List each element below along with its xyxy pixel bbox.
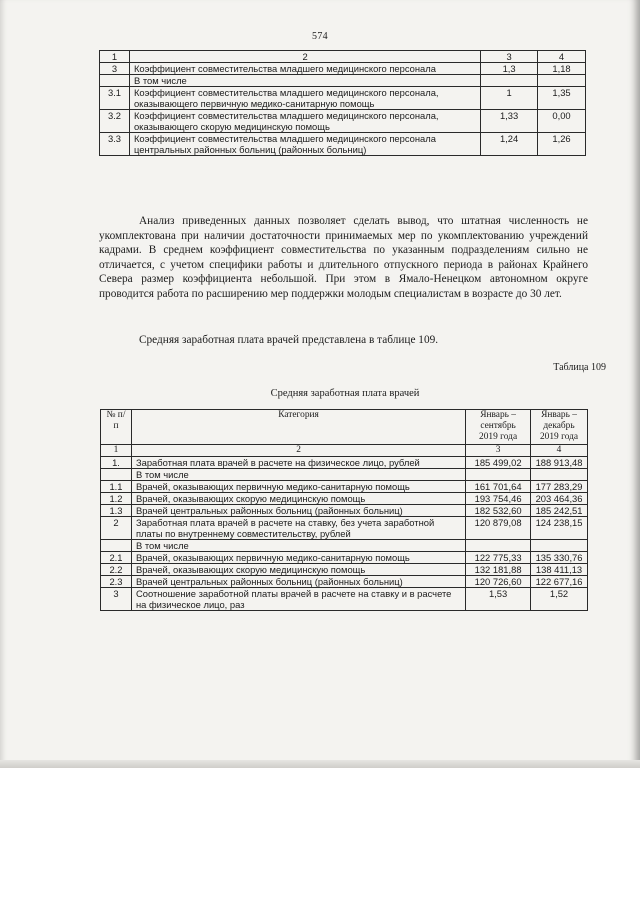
table-row [101, 564, 588, 576]
row-category-cell: Врачей центральных районных больниц (районных больниц) [131, 576, 465, 588]
column-number-cell: 3 [481, 51, 538, 63]
row-number-cell: 3 [101, 588, 132, 611]
row-value-cell: 161 701,64 [466, 481, 531, 493]
row-number-cell: 2.1 [101, 552, 132, 564]
table-row [101, 457, 588, 469]
row-value-cell: 120 879,08 [466, 517, 531, 540]
page-edge-shadow [0, 760, 640, 768]
table-row [100, 75, 586, 87]
coefficient-table [99, 50, 586, 156]
row-value-cell: 1,3 [481, 63, 538, 75]
table-header-row [101, 410, 588, 445]
column-number-cell: 1 [101, 445, 132, 457]
row-value-cell [466, 540, 531, 552]
row-category-cell: Соотношение заработной платы врачей в расчете на ставку и в расчете на физическое лицо, раз [131, 588, 465, 611]
row-number-cell: 3.3 [100, 133, 130, 156]
row-category-cell: Врачей, оказывающих первичную медико-санитарную помощь [131, 481, 465, 493]
column-number-cell: 4 [538, 51, 586, 63]
row-value-cell: 1,35 [538, 87, 586, 110]
row-category-cell: Врачей, оказывающих скорую медицинскую помощь [131, 493, 465, 505]
row-category-cell: Врачей, оказывающих первичную медико-санитарную помощь [131, 552, 465, 564]
row-category-cell: В том числе [129, 75, 480, 87]
table-row [100, 87, 586, 110]
row-number-cell: 3 [100, 63, 130, 75]
table-header-row [100, 51, 586, 63]
row-value-cell: 122 677,16 [531, 576, 588, 588]
table-label: Таблица 109 [553, 362, 606, 373]
row-number-cell [100, 75, 130, 87]
table-row [101, 469, 588, 481]
table-row [101, 505, 588, 517]
row-value-cell: 1,52 [531, 588, 588, 611]
row-value-cell [481, 75, 538, 87]
row-value-cell: 203 464,36 [531, 493, 588, 505]
row-category-cell: Коэффициент совместительства младшего медицинского персонала, оказывающего первичную медико-санитарную помощь [129, 87, 480, 110]
row-category-cell: Коэффициент совместительства младшего медицинского персонала центральных районных больниц (районных больниц) [129, 133, 480, 156]
row-value-cell: 135 330,76 [531, 552, 588, 564]
row-value-cell: 1,18 [538, 63, 586, 75]
header-category: Категория [131, 410, 465, 445]
column-number-cell: 4 [531, 445, 588, 457]
row-number-cell: 1.1 [101, 481, 132, 493]
table-row [101, 540, 588, 552]
table-row [100, 110, 586, 133]
row-value-cell: 1 [481, 87, 538, 110]
row-category-cell: Врачей, оказывающих скорую медицинскую помощь [131, 564, 465, 576]
row-number-cell: 3.1 [100, 87, 130, 110]
row-value-cell: 120 726,60 [466, 576, 531, 588]
row-value-cell: 124 238,15 [531, 517, 588, 540]
table-row [101, 517, 588, 540]
row-value-cell: 0,00 [538, 110, 586, 133]
row-number-cell: 3.2 [100, 110, 130, 133]
row-category-cell: Коэффициент совместительства младшего медицинского персонала, оказывающего скорую медицинскую помощь [129, 110, 480, 133]
row-value-cell [531, 540, 588, 552]
row-value-cell: 185 499,02 [466, 457, 531, 469]
row-number-cell: 1.2 [101, 493, 132, 505]
row-value-cell: 122 775,33 [466, 552, 531, 564]
row-number-cell: 2.2 [101, 564, 132, 576]
header-period-sep: Январь – сентябрь 2019 года [466, 410, 531, 445]
table-row [101, 576, 588, 588]
row-category-cell: Коэффициент совместительства младшего медицинского персонала [129, 63, 480, 75]
table-row [101, 481, 588, 493]
table-row [100, 63, 586, 75]
row-number-cell: 2.3 [101, 576, 132, 588]
row-value-cell [531, 469, 588, 481]
row-value-cell: 193 754,46 [466, 493, 531, 505]
header-period-dec: Январь – декабрь 2019 года [531, 410, 588, 445]
row-value-cell: 1,33 [481, 110, 538, 133]
row-number-cell [101, 469, 132, 481]
row-value-cell: 177 283,29 [531, 481, 588, 493]
row-value-cell: 185 242,51 [531, 505, 588, 517]
table-reference-paragraph: Средняя заработная плата врачей представлена в таблице 109. [139, 334, 439, 346]
row-value-cell: 138 411,13 [531, 564, 588, 576]
row-number-cell: 2 [101, 517, 132, 540]
page-number: 574 [312, 31, 328, 42]
row-category-cell: Заработная плата врачей в расчете на физическое лицо, рублей [131, 457, 465, 469]
table-row [101, 493, 588, 505]
row-number-cell: 1.3 [101, 505, 132, 517]
header-num: № п/п [101, 410, 132, 445]
row-value-cell [538, 75, 586, 87]
analysis-paragraph: Анализ приведенных данных позволяет сделать вывод, что штатная численность не укомплектована при наличии достаточности принимаемых мер по укомплектованию учреждений кадрами. В среднем коэффициент совместительства по указанным подразделениям сильно не отличается, с учетом специфики работы и длительного отпускного периода в районах Крайнего Севера размер коэффициента небольшой. При этом в Ямало-Ненецком автономном округе проводится работа по расширению мер поддержки молодым специалистам в возрасте до 30 лет. [99, 215, 588, 300]
column-number-cell: 3 [466, 445, 531, 457]
row-number-cell: 1. [101, 457, 132, 469]
row-value-cell: 1,53 [466, 588, 531, 611]
row-category-cell: В том числе [131, 540, 465, 552]
row-value-cell [466, 469, 531, 481]
table-caption: Средняя заработная плата врачей [270, 388, 420, 399]
row-value-cell: 1,26 [538, 133, 586, 156]
row-category-cell: Заработная плата врачей в расчете на ставку, без учета заработной платы по внутреннему совместительству, рублей [131, 517, 465, 540]
row-value-cell: 188 913,48 [531, 457, 588, 469]
table-row [101, 552, 588, 564]
row-value-cell: 132 181,88 [466, 564, 531, 576]
column-number-cell: 1 [100, 51, 130, 63]
table-row [101, 588, 588, 611]
row-number-cell [101, 540, 132, 552]
row-value-cell: 182 532,60 [466, 505, 531, 517]
table-row [100, 133, 586, 156]
row-category-cell: В том числе [131, 469, 465, 481]
column-number-row [101, 445, 588, 457]
column-number-cell: 2 [131, 445, 465, 457]
column-number-cell: 2 [129, 51, 480, 63]
row-category-cell: Врачей центральных районных больниц (районных больниц) [131, 505, 465, 517]
doctor-salary-table [100, 409, 588, 611]
row-value-cell: 1,24 [481, 133, 538, 156]
